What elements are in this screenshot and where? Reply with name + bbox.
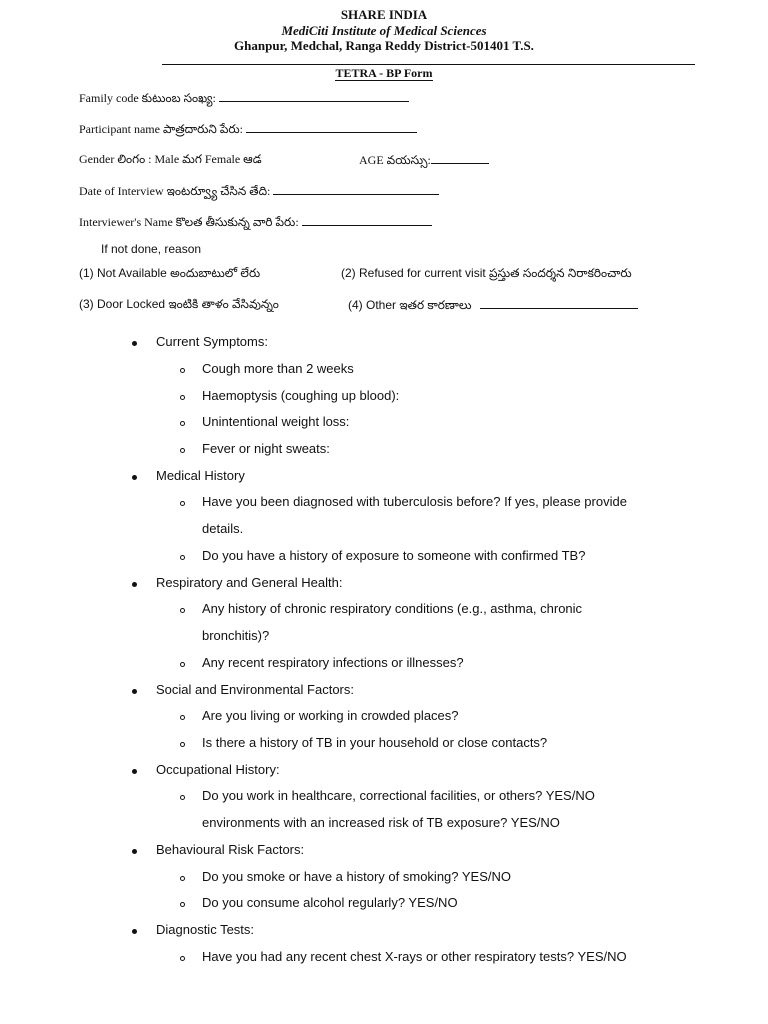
date-of-interview-label: Date of Interview ఇంటర్వ్యూ చేసిన తేది:	[79, 184, 271, 198]
section-medical-history: Medical History	[156, 468, 245, 483]
bullet	[132, 689, 137, 694]
participant-name-label: Participant name పాత్రదారుని పేరు:	[79, 122, 243, 136]
question-crowded: Are you living or working in crowded places?	[202, 708, 459, 723]
interviewer-name-blank[interactable]	[302, 214, 432, 226]
bullet	[132, 341, 137, 346]
sub-bullet	[180, 956, 185, 961]
reason-other-blank[interactable]	[480, 297, 638, 309]
question-alcohol: Do you consume alcohol regularly? YES/NO	[202, 895, 458, 910]
reason-heading: If not done, reason	[101, 242, 202, 256]
family-code-field[interactable]	[79, 90, 409, 108]
form-title: TETRA - BP Form	[335, 66, 433, 80]
gender-label: Gender లింగం : Male మగ Female ఆడ	[79, 152, 262, 166]
section-diagnostic-tests: Diagnostic Tests:	[156, 922, 255, 937]
sub-bullet	[180, 795, 185, 800]
sub-bullet	[180, 395, 185, 400]
question-tb-before-cont: details.	[202, 521, 244, 536]
reason-option-4-label: (4) Other ఇతర కారణాలు	[348, 298, 472, 312]
question-chronic-respiratory: Any history of chronic respiratory conditions (e.g., asthma, chronic	[202, 601, 583, 616]
header-divider	[162, 64, 695, 65]
question-household: Is there a history of TB in your household or close contacts?	[202, 735, 548, 750]
section-respiratory-health: Respiratory and General Health:	[156, 575, 343, 590]
reason-option-2[interactable]: (2) Refused for current visit ప్రస్తుత సందర్శన నిరాకరించారు	[341, 266, 632, 280]
age-label: AGE వయస్సు:	[359, 153, 431, 167]
bullet	[132, 849, 137, 854]
bullet	[132, 582, 137, 587]
question-smoke: Do you smoke or have a history of smoking? YES/NO	[202, 869, 512, 884]
bullet	[132, 769, 137, 774]
question-healthcare-work-cont: environments with an increased risk of TB exposure? YES/NO	[202, 815, 560, 830]
question-cough: Cough more than 2 weeks	[202, 361, 354, 376]
sub-bullet	[180, 742, 185, 747]
age-field[interactable]	[359, 152, 489, 170]
sub-bullet	[180, 368, 185, 373]
bullet	[132, 929, 137, 934]
institute-name: MediCiti Institute of Medical Sciences	[281, 23, 487, 38]
interviewer-name-label: Interviewer's Name కొలత తీసుకున్న వారి పేరు:	[79, 215, 299, 229]
question-tb-before: Have you been diagnosed with tuberculosis before? If yes, please provide	[202, 494, 627, 509]
sub-bullet	[180, 555, 185, 560]
document-header	[0, 7, 768, 53]
reason-option-1[interactable]: (1) Not Available అందుబాటులో లేరు	[79, 266, 261, 280]
institute-address: Ghanpur, Medchal, Ranga Reddy District-501401 T.S.	[234, 38, 534, 53]
sub-bullet	[180, 902, 185, 907]
section-occupational-history: Occupational History:	[156, 762, 280, 777]
sub-bullet	[180, 608, 185, 613]
bullet	[132, 475, 137, 480]
question-recent-infections: Any recent respiratory infections or illnesses?	[202, 655, 464, 670]
question-healthcare-work: Do you work in healthcare, correctional facilities, or others? YES/NO	[202, 788, 595, 803]
participant-name-blank[interactable]	[246, 121, 417, 133]
sub-bullet	[180, 662, 185, 667]
family-code-label: Family code కుటుంబ సంఖ్య:	[79, 91, 216, 105]
section-current-symptoms: Current Symptoms:	[156, 334, 268, 349]
sub-bullet	[180, 421, 185, 426]
sub-bullet	[180, 876, 185, 881]
date-of-interview-blank[interactable]	[273, 183, 439, 195]
organization-name: SHARE INDIA	[340, 7, 428, 22]
age-blank[interactable]	[431, 152, 489, 164]
question-weight-loss: Unintentional weight loss:	[202, 414, 350, 429]
participant-name-field[interactable]	[79, 121, 417, 139]
gender-field[interactable]	[79, 152, 262, 169]
section-social-environmental: Social and Environmental Factors:	[156, 682, 354, 697]
reason-option-3[interactable]: (3) Door Locked ఇంటికి తాళం వేసివున్నం	[79, 297, 279, 311]
sub-bullet	[180, 501, 185, 506]
family-code-blank[interactable]	[219, 90, 409, 102]
interviewer-name-field[interactable]	[79, 214, 432, 232]
question-xray: Have you had any recent chest X-rays or other respiratory tests? YES/NO	[202, 949, 627, 964]
question-chronic-respiratory-cont: bronchitis)?	[202, 628, 270, 643]
question-haemoptysis: Haemoptysis (coughing up blood):	[202, 388, 400, 403]
sub-bullet	[180, 715, 185, 720]
question-fever: Fever or night sweats:	[202, 441, 330, 456]
date-of-interview-field[interactable]	[79, 183, 439, 201]
section-behavioural-risk: Behavioural Risk Factors:	[156, 842, 305, 857]
sub-bullet	[180, 448, 185, 453]
reason-option-4[interactable]	[348, 297, 638, 315]
question-exposure: Do you have a history of exposure to someone with confirmed TB?	[202, 548, 586, 563]
